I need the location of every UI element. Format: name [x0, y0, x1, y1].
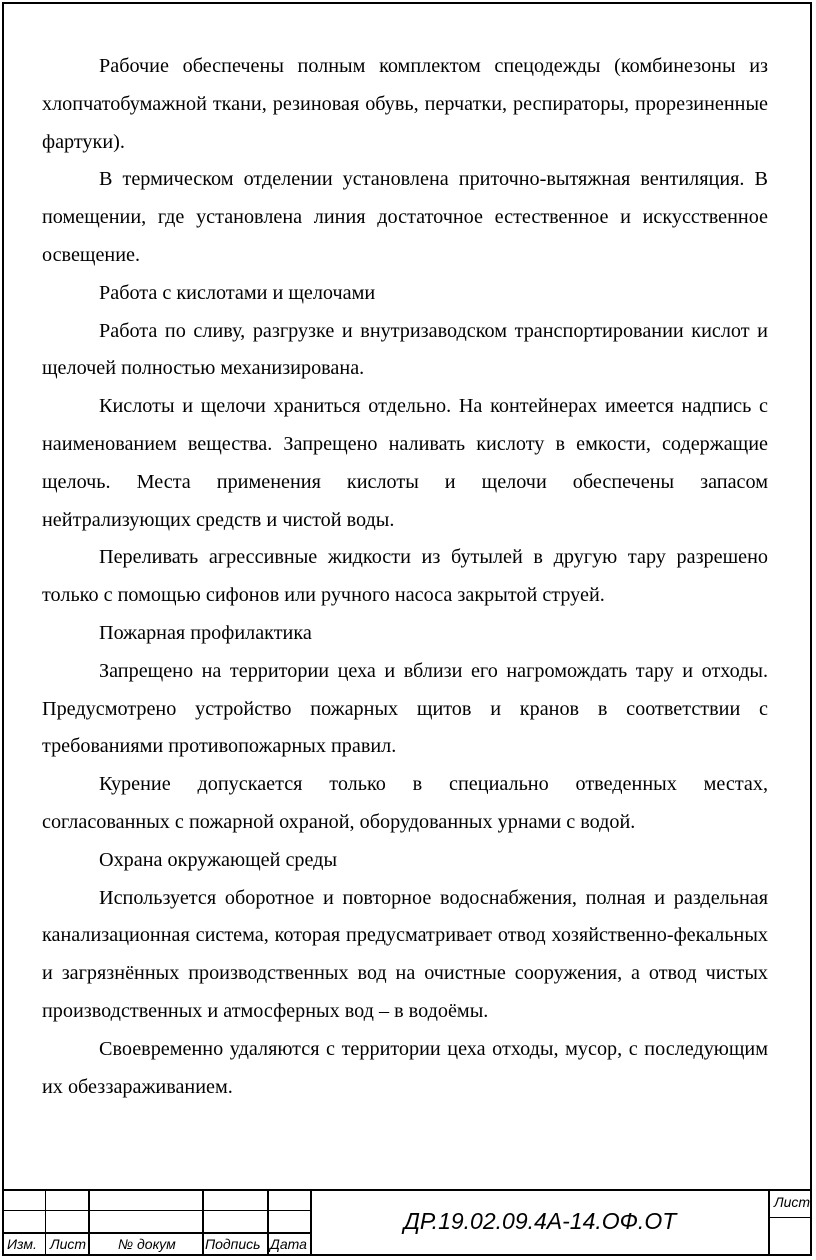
heading-fire-prevention: Пожарная профилактика [99, 621, 312, 644]
heading-environment: Охрана окружающей среды [99, 848, 338, 871]
stamp-sheet-col-label: Лист [50, 1236, 87, 1252]
stamp-sheet-label: Лист [774, 1194, 811, 1210]
heading-acids: Работа с кислотами и щелочами [99, 281, 376, 304]
document-body [42, 48, 768, 1106]
paragraph-acid-storage: Кислоты и щелочи храниться отдельно. На контейнерах имеется надпись с наименованием вещества. Запрещено наливать кислоту в емкости, содержащие щелочь. Места применения кислоты и щелочи обеспечены запасом нейтрализующих средств и чистой воды. [42, 395, 768, 531]
paragraph-water-supply: Используется оборотное и повторное водоснабжения, полная и раздельная канализационная система, которая предусматривает отвод хозяйственно-фекальных и загрязнённых производственных вод на очистные сооружения, а отвод чистых производственных и атмосферных вод – в водоёмы. [42, 886, 768, 1022]
stamp-docnum-label: № докум [118, 1236, 176, 1252]
stamp-date-label: Дата [270, 1236, 307, 1252]
paragraph-waste-removal: Своевременно удаляются с территории цеха отходы, мусор, с последующим их обеззараживанием. [42, 1037, 768, 1098]
paragraph-fire-equipment: Запрещено на территории цеха и вблизи его нагромождать тару и отходы. Предусмотрено устройство пожарных щитов и кранов в соответствии с требованиями противопожарных правил. [42, 659, 768, 758]
paragraph-liquid-transfer: Переливать агрессивные жидкости из бутылей в другую тару разрешено только с помощью сифонов или ручного насоса закрытой струей. [42, 546, 768, 607]
paragraph-workwear: Рабочие обеспечены полным комплектом спецодежды (комбинезоны из хлопчатобумажной ткани, резиновая обувь, перчатки, респираторы, прорезиненные фартуки). [42, 55, 768, 153]
stamp-signature-label: Подпись [205, 1236, 261, 1252]
stamp-change-label: Изм. [7, 1236, 37, 1252]
paragraph-ventilation: В термическом отделении установлена приточно-вытяжная вентиляция. В помещении, где установлена линия достаточное естественное и искусственное освещение. [42, 168, 768, 266]
paragraph-smoking: Курение допускается только в специально отведенных местах, согласованных с пожарной охраной, оборудованных урнами с водой. [42, 773, 768, 833]
paragraph-acid-mechanization: Работа по сливу, разгрузке и внутризаводском транспортировании кислот и щелочей полностью механизирована. [42, 319, 768, 380]
title-block [2, 1189, 812, 1256]
document-number: ДР.19.02.09.4А-14.ОФ.ОТ [403, 1208, 677, 1234]
